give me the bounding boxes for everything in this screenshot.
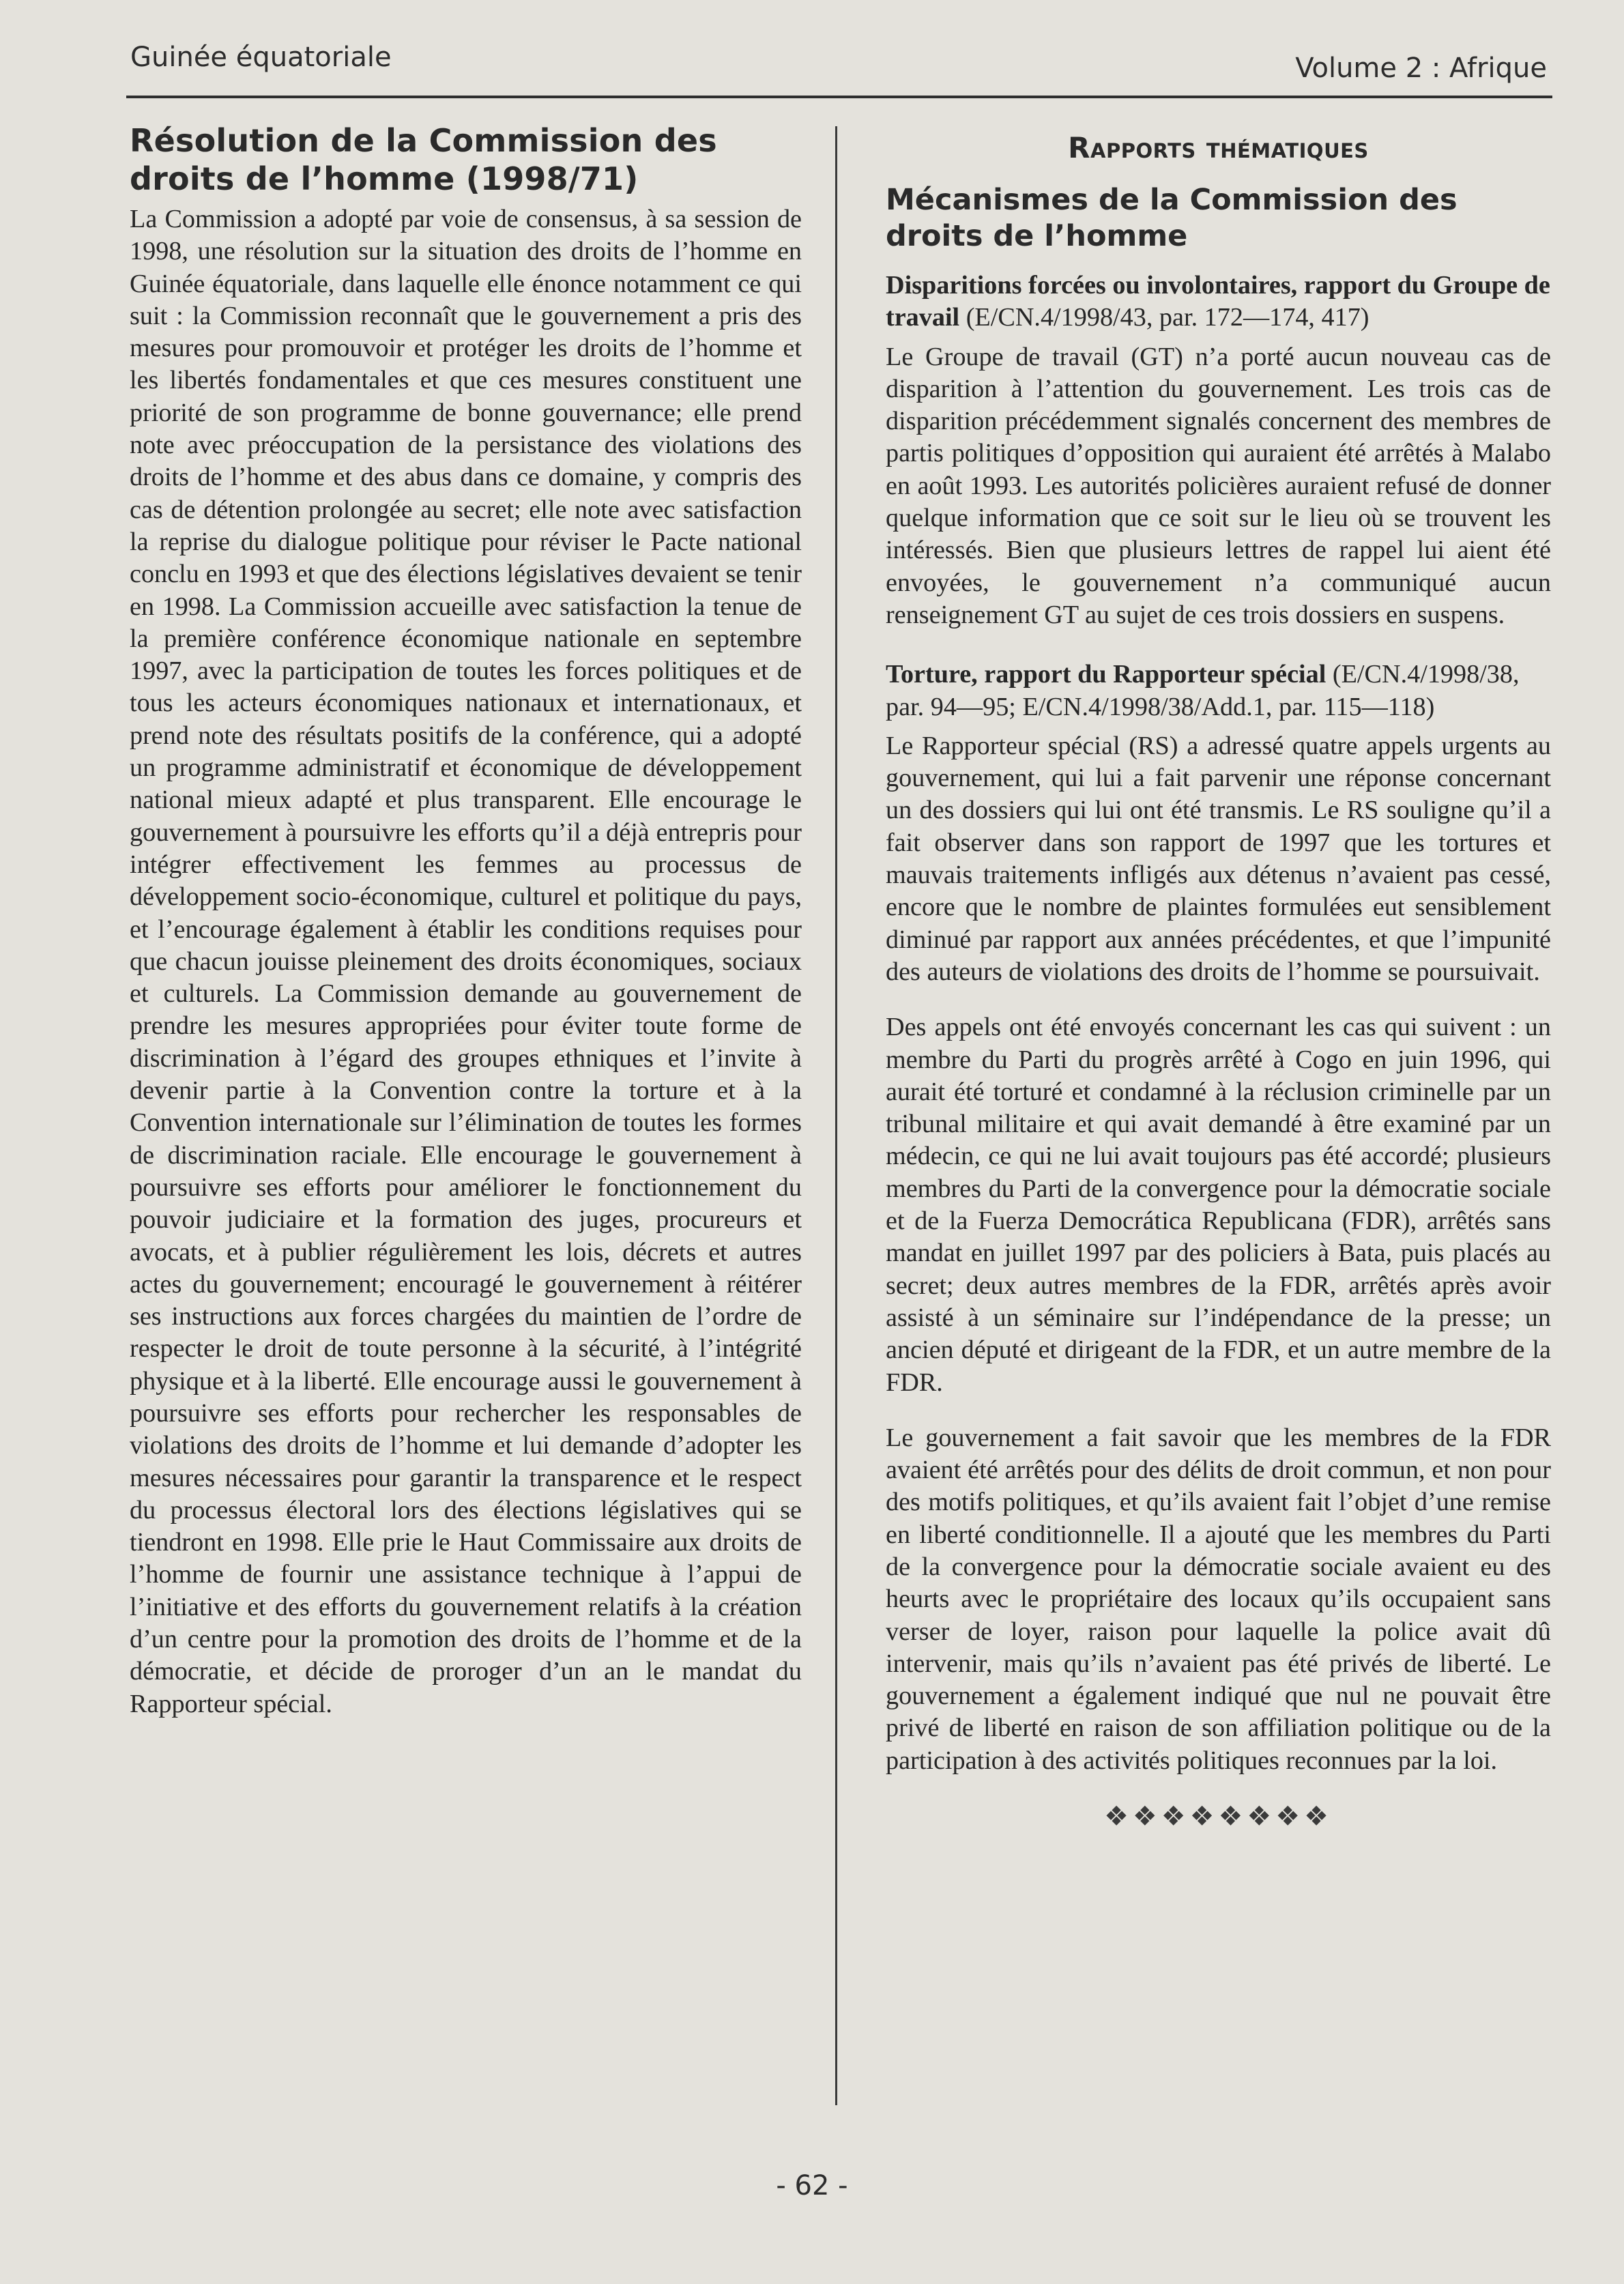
page-number: - 62 -: [776, 2170, 848, 2201]
section-title: Rapports thématiques: [1068, 131, 1369, 164]
disparitions-heading: [886, 270, 1551, 334]
left-column: [130, 121, 802, 1720]
torture-heading-title: Torture, rapport du Rapporteur spécial: [886, 660, 1326, 689]
resolution-title: Résolution de la Commission des droits de l’homme (1998/71): [130, 122, 717, 197]
header-country: Guinée équatoriale: [130, 42, 392, 73]
resolution-paragraph: La Commission a adopté par voie de consensus, à sa session de 1998, une résolution sur la situation des droits de l’homme en Guinée équatoriale, dans laquelle elle énonce notamment ce qui suit : la Commission reconnaît que le gouvernement a pris des mesures pour promouvoir et protéger les droits de l’homme et les libertés fondamentales et que ces mesures constituent une priorité de son programme de bonne gouvernance; elle prend note avec préoccupation de la persistance des violations des droits de l’homme et des abus dans ce domaine, y compris des cas de détention prolongée au secret; elle note avec satisfaction la reprise du dialogue politique pour réviser le Pacte national conclu en 1993 et que des élections législatives devaient se tenir en 1998. La Commission accueille avec satisfaction la tenue de la première conférence économique nationale en septembre 1997, avec la participation de toutes les forces politiques et de tous les acteurs économiques nationaux et internationaux, et prend note des résultats positifs de la conférence, qui a adopté un programme administratif et économique de développement national mieux adapté et plus transparent. Elle encourage le gouvernement à poursuivre les efforts qu’il a déjà entrepris pour intégrer effectivement les femmes au processus de développement socio-économique, culturel et politique du pays, et l’encourage également à établir les conditions requises pour que chacun jouisse pleinement des droits économiques, sociaux et culturels. La Commission demande au gouvernement de prendre les mesures appropriées pour éviter toute forme de discrimination à l’égard des groupes ethniques et l’invite à devenir partie à la Convention contre la torture et à la Convention internationale sur l’élimination de toutes les formes de discrimination raciale. Elle encourage le gouvernement à poursuivre ses efforts pour améliorer le fonctionnement du pouvoir judiciaire et la formation des juges, procureurs et avocats, et à publier régulièrement les lois, décrets et autres actes du gouvernement; encouragé le gouvernement à réitérer ses instructions aux forces chargées du maintien de l’ordre de respecter le droit de toute personne à la sécurité, à l’intégrité physique et à la liberté. Elle encourage aussi le gouvernement à poursuivre ses efforts pour rechercher les responsables de violations des droits de l’homme et lui demande d’adopter les mesures nécessaires pour garantir la transparence et le respect du processus électoral lors des élections législatives qui se tiendront en 1998. Elle prie le Haut Commissaire aux droits de l’homme de fournir une assistance technique à l’appui de l’initiative et des efforts du gouvernement relatifs à la création d’un centre pour la promotion des droits de l’homme et de la démocratie, et décide de proroger d’un an le mandat du Rapporteur spécial.: [130, 205, 802, 1718]
header-volume: Volume 2 : Afrique: [1295, 53, 1547, 84]
ornament-divider: ❖❖❖❖❖❖❖❖: [1104, 1801, 1333, 1832]
right-column: [886, 121, 1551, 1832]
torture-paragraph-2: Des appels ont été envoyés concernant les cas qui suivent : un membre du Parti du progrès arrêté à Cogo en juin 1996, qui aurait été torturé et condamné à la réclusion criminelle par un tribunal militaire et qui avait demandé à être examiné par un médecin, ce qui ne lui avait toujours pas été accordé; plusieurs membres du Parti de la convergence pour la démocratie sociale et de la Fuerza Democrática Republicana (FDR), arrêtés sans mandat en juillet 1997 par des policiers à Bata, puis placés au secret; deux autres membres de la FDR, arrêtés après avoir assisté à un séminaire sur l’indépendance de la presse; un ancien député et dirigeant de la FDR, et un autre membre de la FDR.: [886, 1013, 1551, 1397]
page-header: [126, 38, 1552, 98]
torture-heading-ref: (E/CN.4/1998/38, par. 94—95; E/CN.4/1998/38/Add.1, par. 115—118): [886, 660, 1520, 721]
disparitions-paragraph: Le Groupe de travail (GT) n’a porté aucun nouveau cas de disparition à l’attention du gouvernement. Les trois cas de disparition précédemment signalés concernent des membres de partis politiques d’opposition qui auraient été arrêtés à Malabo en août 1993. Les autorités policières auraient refusé de donner quelque information que ce soit sur le lieu où se trouvent les intéressés. Bien que plusieurs lettres de rappel lui aient été envoyées, le gouvernement n’a communiqué aucun renseignement GT au sujet de ces trois dossiers en suspens.: [886, 342, 1551, 629]
torture-heading: [886, 659, 1551, 723]
disparitions-heading-ref: (E/CN.4/1998/43, par. 172—174, 417): [959, 303, 1369, 332]
torture-paragraph-3: Le gouvernement a fait savoir que les membres de la FDR avaient été arrêtés pour des délits de droit commun, et non pour des motifs politiques, et qu’ils avaient fait l’objet d’une remise en liberté conditionnelle. Il a ajouté que les membres du Parti de la convergence pour la démocratie sociale avaient eu des heurts avec le propriétaire des locaux qu’ils occupaient sans verser de loyer, raison pour laquelle la police avait dû intervenir, mais qu’ils n’avaient pas été privés de liberté. Le gouvernement a également indiqué que nul ne pouvait être privé de liberté en raison de son affiliation politique ou de la participation à des activités politiques reconnues par la loi.: [886, 1423, 1551, 1775]
subsection-title: Mécanismes de la Commission des droits de l’homme: [886, 183, 1458, 253]
torture-paragraph-1: Le Rapporteur spécial (RS) a adressé quatre appels urgents au gouvernement, qui lui a fait parvenir une réponse concernant un des dossiers qui lui ont été transmis. Le RS souligne qu’il a fait observer dans son rapport de 1997 que les tortures et mauvais traitements infligés aux détenus n’avaient pas cessé, encore que le nombre de plaintes formulées eut sensiblement diminué par rapport aux années précédentes, et que l’impunité des auteurs de violations des droits de l’homme se poursuivait.: [886, 731, 1551, 986]
column-divider: [835, 126, 837, 2105]
disparitions-heading-title: Disparitions forcées ou involontaires, rapport du Groupe de travail: [886, 271, 1550, 332]
